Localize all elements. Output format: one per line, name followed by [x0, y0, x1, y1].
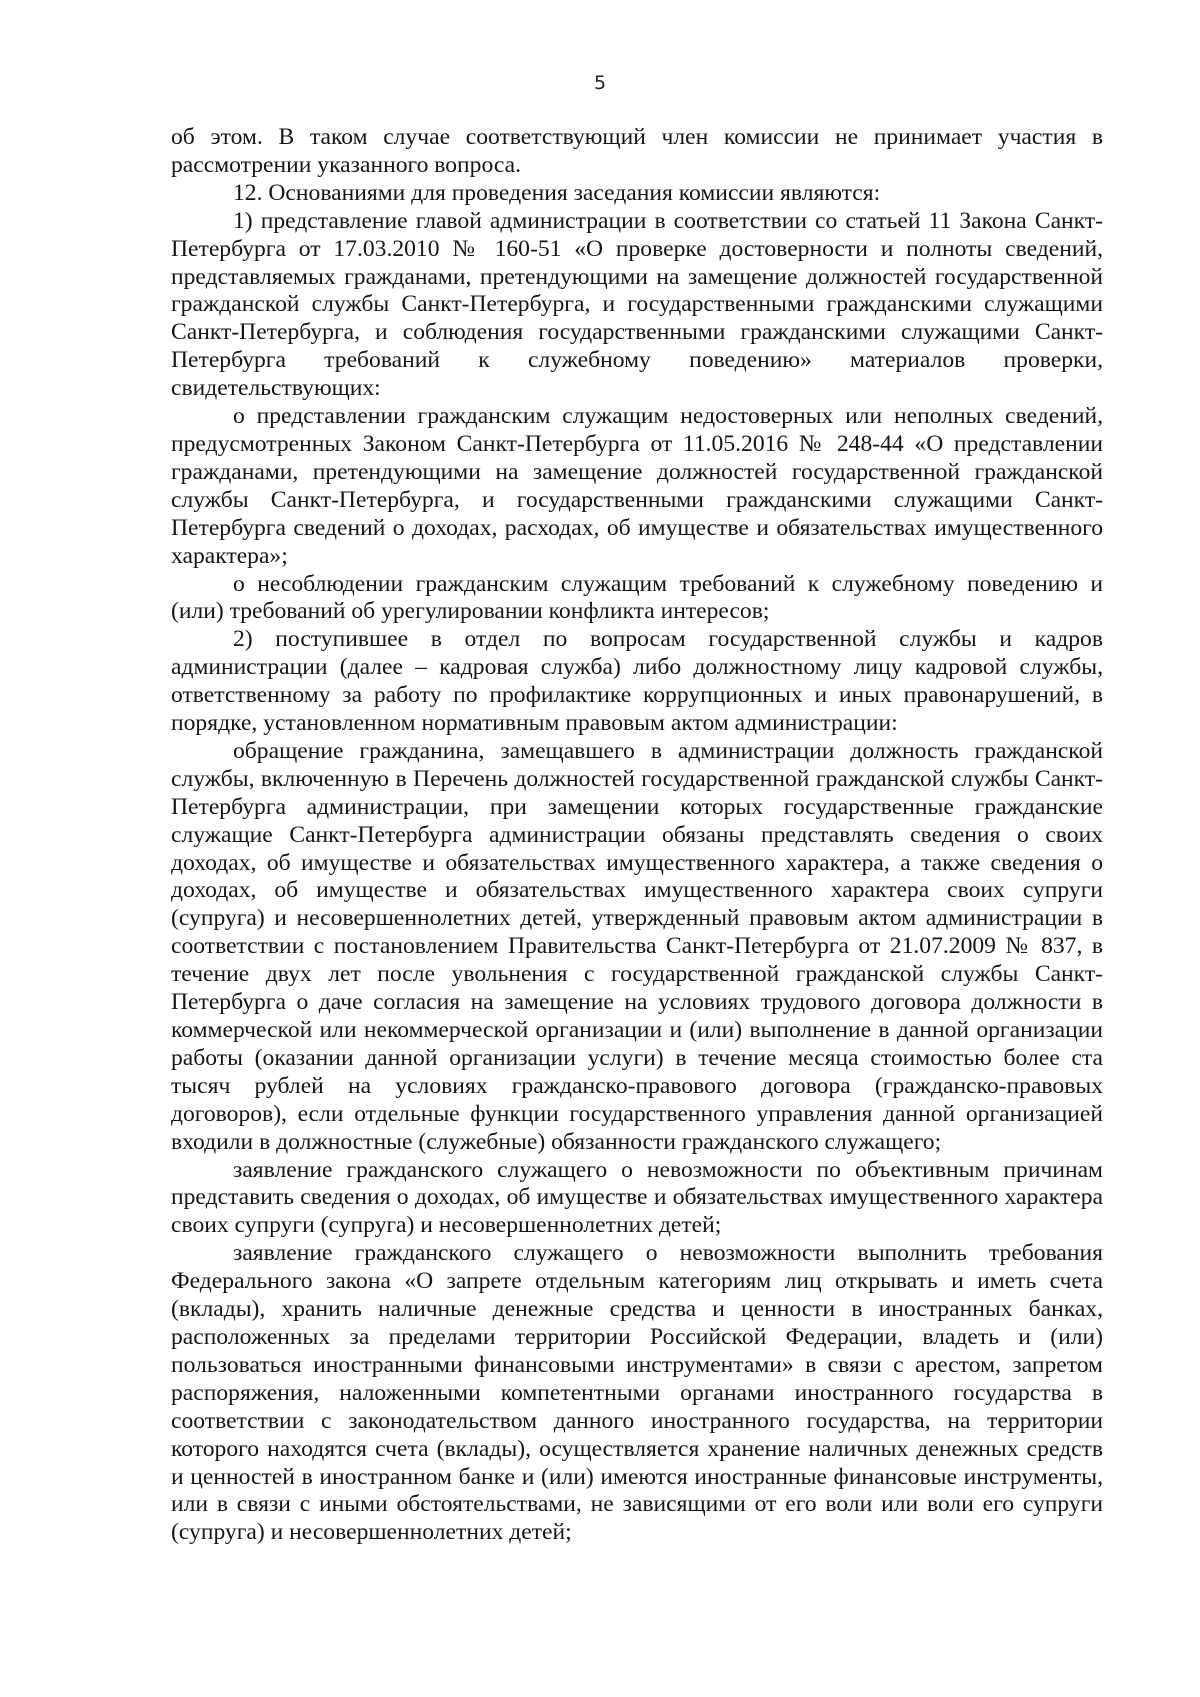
paragraph-item-12: 12. Основаниями для проведения заседания комиссии являются: — [233, 179, 881, 206]
paragraph-statement-income: заявление гражданского служащего о невозможности по объективным причинам представить сведения о доходах, об имуществе и обязательствах имущественного характера своих супруги (супруга) и несовершеннолетних детей; — [171, 1156, 1103, 1239]
paragraph-non-compliance: о несоблюдении гражданским служащим требований к служебному поведению и (или) требований об урегулировании конфликта интересов; — [171, 570, 1103, 625]
paragraph-citizen-appeal: обращение гражданина, замещавшего в администрации должность гражданской службы, включенную в Перечень должностей государственной гражданской службы Санкт-Петербурга администрации, при замещении которых государственные гражданские служащие Санкт-Петербурга администрации обязаны представлять сведения о своих доходах, об имуществе и обязательствах имущественного характера, а также сведения о доходах, об имуществе и обязательствах имущественного характера своих супруги (супруга) и несовершеннолетних детей, утвержденный правовым актом администрации в соответствии с постановлением Правительства Санкт-Петербурга от 21.07.2009 № 837, в течение двух лет после увольнения с государственной гражданской службы Санкт-Петербурга о даче согласия на замещение на условиях трудового договора должности в коммерческой или некоммерческой организации и (или) выполнение в данной организации работы (оказании данной организации услуги) в течение месяца стоимостью более ста тысяч рублей на условиях гражданско-правового договора (гражданско-правовых договоров), если отдельные функции государственного управления данной организацией входили в должностные (служебные) обязанности гражданского служащего; — [171, 737, 1103, 1155]
paragraph-statement-foreign-accounts: заявление гражданского служащего о невозможности выполнить требования Федерального закона «О запрете отдельным категориям лиц открывать и иметь счета (вклады), хранить наличные денежные средства и ценности в иностранных банках, расположенных за пределами территории Российской Федерации, владеть и (или) пользоваться иностранными финансовыми инструментами» в связи с арестом, запретом распоряжения, наложенными компетентными органами иностранного государства в соответствии с законодательством данного иностранного государства, на территории которого находятся счета (вклады), осуществляется хранение наличных денежных средств и ценностей в иностранном банке и (или) имеются иностранные финансовые инструменты, или в связи с иными обстоятельствами, не зависящими от его воли или воли его супруги (супруга) и несовершеннолетних детей; — [171, 1240, 1103, 1546]
paragraph-continuation: об этом. В таком случае соответствующий член комиссии не принимает участия в рассмотрении указанного вопроса. — [171, 124, 1103, 178]
page-number: 5 — [593, 72, 607, 94]
paragraph-subitem-2: 2) поступившее в отдел по вопросам государственной службы и кадров администрации (далее – кадровая служба) либо должностному лицу кадровой службы, ответственному за работу по профилактике коррупционных и иных правонарушений, в порядке, установленном нормативным правовым актом администрации: — [171, 626, 1103, 737]
paragraph-subitem-1: 1) представление главой администрации в соответствии со статьей 11 Закона Санкт-Петербурга от 17.03.2010 № 160-51 «О проверке достоверности и полноты сведений, представляемых гражданами, претендующими на замещение должностей государственной гражданской службы Санкт-Петербурга, и государственными гражданскими служащими Санкт-Петербурга, и соблюдения государственными гражданскими служащими Санкт-Петербурга требований к служебному поведению» материалов проверки, свидетельствующих: — [171, 207, 1103, 402]
paragraph-false-info: о представлении гражданским служащим недостоверных или неполных сведений, предусмотренных Законом Санкт-Петербурга от 11.05.2016 № 248-44 «О представлении гражданами, претендующими на замещение должностей государственной гражданской службы Санкт-Петербурга, и государственными гражданскими служащими Санкт-Петербурга сведений о доходах, расходах, об имуществе и обязательствах имущественного характера»; — [171, 403, 1103, 569]
document-body — [171, 124, 1103, 1547]
